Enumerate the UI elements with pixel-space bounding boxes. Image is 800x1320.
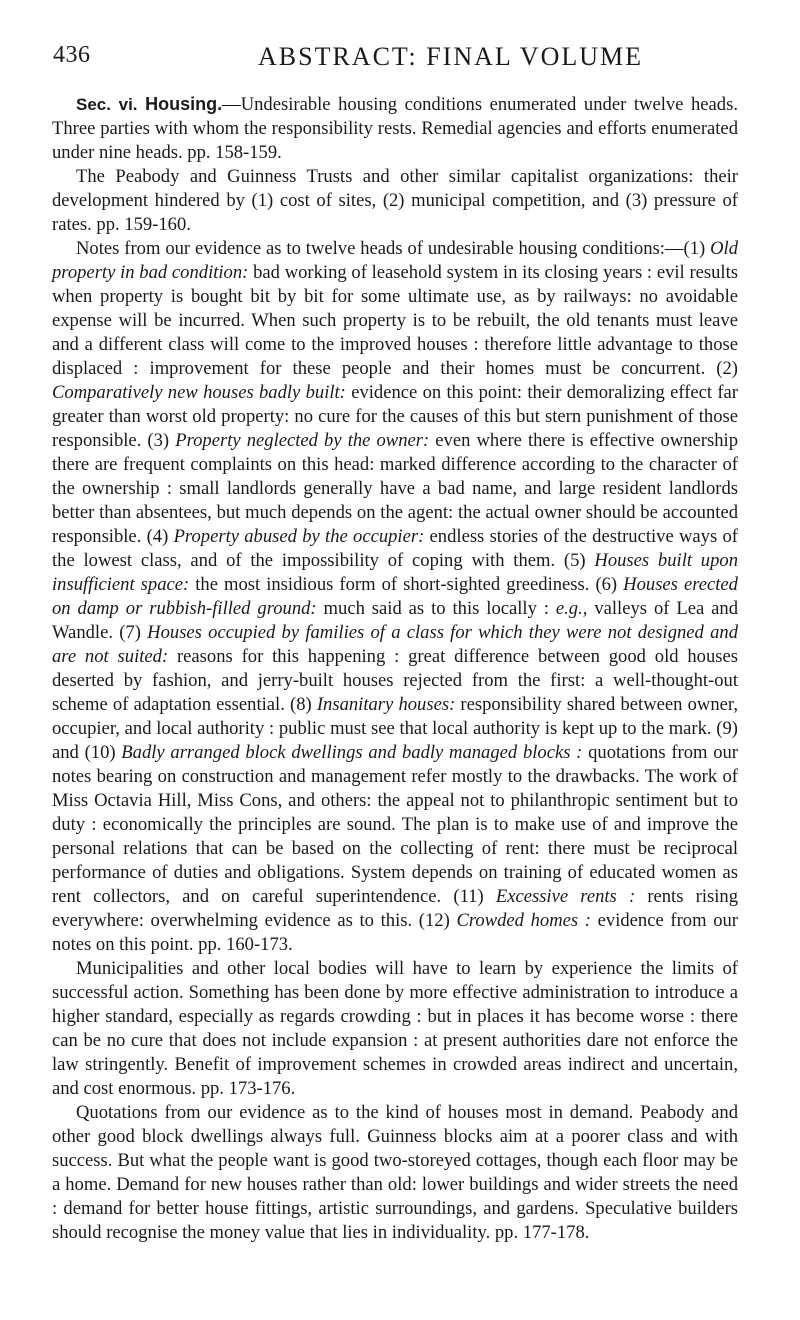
text-run: much said as to this locally : <box>316 598 556 619</box>
section-intro: —Undesirable housing conditions enumerated under twelve heads. Three parties with whom the responsibility rests. Remedial agencies and efforts enumerated under nine heads. pp. 158-159. <box>52 94 738 163</box>
text-run: , valleys of Lea and Wandle. (7) <box>52 598 738 643</box>
text-run: Notes from our evidence as to twelve heads of undesirable housing conditions:—(1) <box>76 238 711 259</box>
paragraph-municipalities: Municipalities and other local bodies will have to learn by experience the limits of successful action. Something has been done by more effective administration to introduce a higher standard, especially as regards crowding : but in places it has become worse : there can be no cure that does not include expansion : at present authorities dare not enforce the law stringently. Benefit of improvement schemes in crowded areas indirect and uncertain, and cost enormous. pp. 173-176. <box>52 958 738 1099</box>
text-run: evidence on this point: their demoralizing effect far greater than worst old property: no cure for the causes of this but stern punishment of those responsible. (3) <box>52 382 739 451</box>
italic-head: Houses occupied by families of a class for which they were not designed and are not suited: <box>52 622 738 667</box>
text-run: even where there is effective ownership there are frequent complaints on this head: marked difference according to the character of the ownership : small landlords generally have a bad name, and large resident landlords better than absentees, but much depends on the agent: the actual owner should be accounted responsible. (4) <box>52 430 738 547</box>
running-head: ABSTRACT: FINAL VOLUME <box>258 42 644 71</box>
paragraph-houses-in-demand: Quotations from our evidence as to the kind of houses most in demand. Peabody and other good block dwellings always full. Guinness blocks aim at a poorer class and with success. But what the people want is good two-storeyed cottages, though each floor may be a home. Demand for new houses rather than old: lower buildings and wider streets the need : demand for better house fittings, artistic surroundings, and gardens. Speculative builders should recognise the money value that lies in individuality. pp. 177-178. <box>52 1102 738 1243</box>
italic-head: Old property in bad condition: <box>52 238 738 283</box>
italic-abbrev: e.g. <box>555 598 583 619</box>
italic-head: Badly arranged block dwellings and badly managed blocks : <box>121 742 583 763</box>
italic-head: Property abused by the occupier: <box>173 526 425 547</box>
page-number: 436 <box>53 42 91 68</box>
italic-head: Comparatively new houses badly built: <box>52 382 346 403</box>
section-heading: Housing. <box>145 94 223 114</box>
text-run: bad working of leasehold system in its closing years : evil results when property is bought bit by bit for some ultimate use, as by railways: no avoidable expense will be incurred. When such property is to be rebuilt, the old tenants must leave and a different class will come to the improved houses : therefore little advantage to those displaced : improvement for these people and their homes must be concurrent. (2) <box>52 262 738 379</box>
italic-head: Houses erected on damp or rubbish-filled ground: <box>52 574 738 619</box>
section-label: Sec. vi. <box>76 95 138 114</box>
text-run: the most insidious form of short-sighted greediness. (6) <box>189 574 624 595</box>
paragraph-trusts: The Peabody and Guinness Trusts and other similar capitalist organizations: their development hindered by (1) cost of sites, (2) municipal competition, and (3) pressure of rates. pp. 159-160. <box>52 166 738 235</box>
italic-head: Insanitary houses: <box>316 694 456 715</box>
text-run: endless stories of the destructive ways of the lowest class, and of the impossibility of coping with them. (5) <box>52 526 738 571</box>
paragraph-section-intro <box>52 92 738 165</box>
text-run: quotations from our notes bearing on construction and management refer mostly to the drawbacks. The work of Miss Octavia Hill, Miss Cons, and others: the appeal not to philanthropic sentiment but to duty : economically the principles are sound. The plan is to make use of and improve the personal relations that can be based on the collecting of rent: there must be reciprocal performance of duties and obligations. System depends on training of educated women as rent collectors, and on careful superintendence. (11) <box>52 742 738 907</box>
text-run: rents rising everywhere: overwhelming evidence as to this. (12) <box>52 886 738 931</box>
italic-head: Houses built upon insufficient space: <box>52 550 738 595</box>
paragraph-twelve-heads <box>52 237 738 957</box>
body-text <box>52 92 738 1245</box>
italic-head: Property neglected by the owner: <box>175 430 430 451</box>
italic-head: Excessive rents : <box>495 886 636 907</box>
text-run: evidence from our notes on this point. pp. 160-173. <box>52 910 738 955</box>
italic-head: Crowded homes : <box>456 910 591 931</box>
text-run: responsibility shared between owner, occupier, and local authority : public must see that local authority is kept up to the mark. (9) and (10) <box>52 694 738 763</box>
text-run: reasons for this happening : great difference between good old houses deserted by fashion, and jerry-built houses rejected from the first: a well-thought-out scheme of adaptation essential. (8) <box>52 646 738 715</box>
